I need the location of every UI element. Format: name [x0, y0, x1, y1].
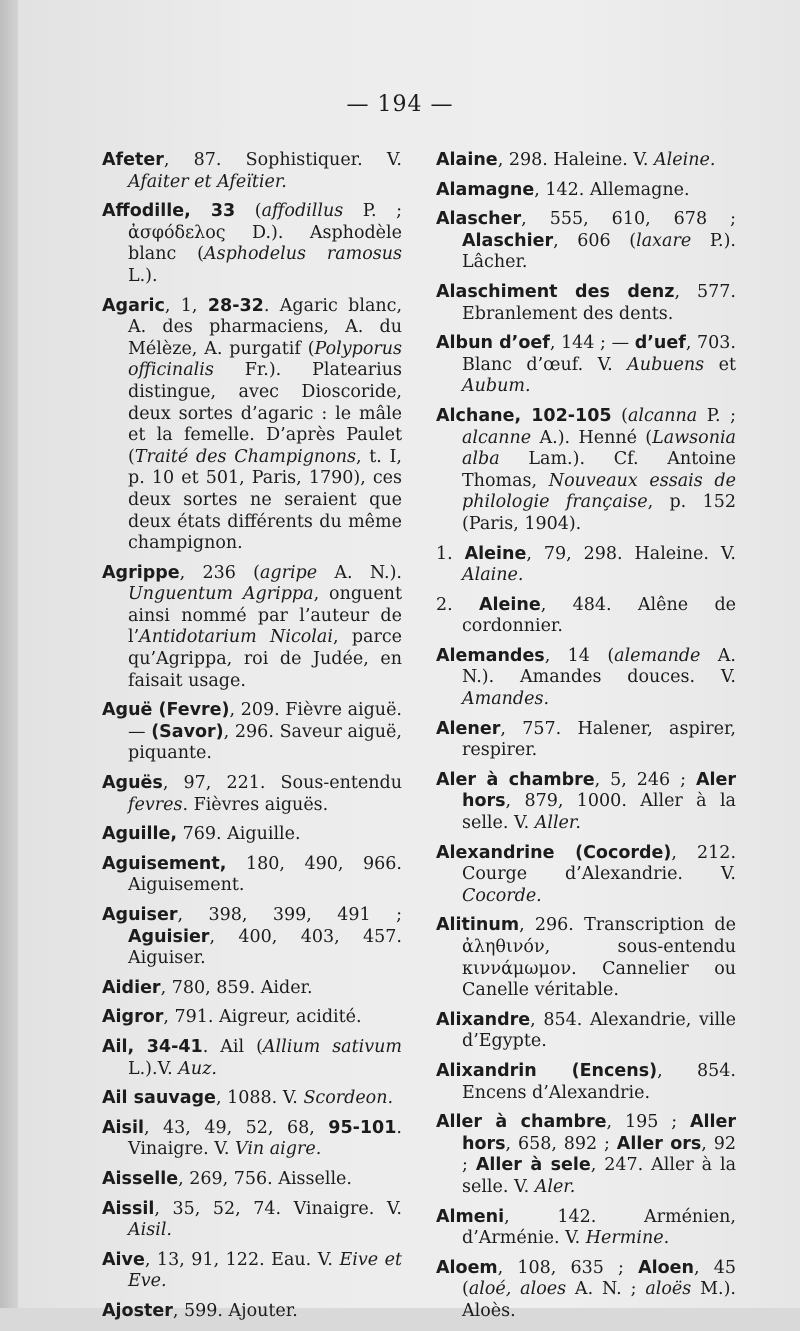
glossary-entry: Ajoster, 599. Ajouter. [102, 1300, 298, 1321]
left-column [102, 150, 402, 1331]
glossary-entry: Aguës, 97, 221. Sous-entendu fevres. Fièvres aiguës. [102, 773, 402, 815]
glossary-entry: Alitinum, 296. Transcription de ἀληθινόν, sous-entendu κιννάμωμον. Cannelier ou Canelle véritable. [436, 915, 736, 1001]
glossary-entry: Alascher, 555, 610, 678 ; Alaschier, 606 (laxare P.). Lâcher. [436, 209, 736, 273]
glossary-entry: Aive, 13, 91, 122. Eau. V. Eive et Eve. [102, 1249, 402, 1292]
glossary-entry: Aissil, 35, 52, 74. Vinaigre. V. Aisil. [102, 1198, 402, 1241]
glossary-entry: Alaschiment des denz, 577. Ebranlement des dents. [436, 281, 736, 324]
glossary-entry: Alener, 757. Halener, aspirer, respirer. [436, 718, 736, 761]
glossary-entry: Agrippe, 236 (agripe A. N.). Unguentum Agrippa, onguent ainsi nommé par l’auteur de l’Antidotarium Nicolai, parce qu’Agrippa, roi de Judée, en faisait usage. [102, 562, 402, 691]
glossary-entry: Aloem, 108, 635 ; Aloen, 45 (aloé, aloes A. N. ; aloës M.). Aloès. [436, 1257, 736, 1321]
glossary-entry: Aidier, 780, 859. Aider. [102, 977, 313, 998]
glossary-entry: Ail sauvage, 1088. V. Scordeon. [102, 1088, 394, 1109]
glossary-entry: Almeni, 142. Arménien, d’Arménie. V. Hermine. [436, 1206, 736, 1249]
glossary-entry: 2. Aleine, 484. Alêne de cordonnier. [436, 594, 736, 637]
page-spine-shadow [0, 0, 18, 1308]
glossary-entry: Affodille, 33 (affodillus P. ; ἀσφόδελος D.). Asphodèle blanc (Asphodelus ramosus L.). [102, 201, 402, 286]
page-number: — 194 — [346, 92, 454, 117]
glossary-entry: Alchane, 102-105 (alcanna P. ; alcanne A.). Henné (Lawsonia alba Lam.). Cf. Antoine Thomas, Nouveaux essais de philologie française, p. 152 (Paris, 1904). [436, 405, 736, 534]
glossary-entry: Alixandrin (Encens), 854. Encens d’Alexandrie. [436, 1060, 736, 1103]
glossary-entry: Aisil, 43, 49, 52, 68, 95-101. Vinaigre. V. Vin aigre. [102, 1117, 402, 1160]
glossary-entry: Aguisement, 180, 490, 966. Aiguisement. [102, 853, 402, 896]
glossary-entry: Aler à chambre, 5, 246 ; Aler hors, 879, 1000. Aller à la selle. V. Aller. [436, 769, 736, 834]
glossary-entry: Aguë (Fevre), 209. Fièvre aiguë. — (Savor), 296. Saveur aiguë, piquante. [102, 700, 402, 764]
glossary-entry: 1. Aleine, 79, 298. Haleine. V. Alaine. [436, 543, 736, 586]
glossary-entry: Alamagne, 142. Allemagne. [436, 179, 690, 200]
right-column [436, 150, 736, 1331]
glossary-entry: Afeter, 87. Sophistiquer. V. Afaiter et Afeïtier. [102, 150, 402, 192]
glossary-entry: Aigror, 791. Aigreur, acidité. [102, 1007, 362, 1028]
glossary-entry: Aller à chambre, 195 ; Aller hors, 658, 892 ; Aller ors, 92 ; Aller à sele, 247. Aller à la selle. V. Aler. [436, 1112, 737, 1197]
glossary-entry: Aguiser, 398, 399, 491 ; Aguisier, 400, 403, 457. Aiguiser. [102, 905, 402, 969]
glossary-entry: Alaine, 298. Haleine. V. Aleine. [436, 150, 716, 170]
glossary-entry: Alemandes, 14 (alemande A. N.). Amandes douces. V. Amandes. [436, 645, 736, 710]
glossary-entry: Agaric, 1, 28-32. Agaric blanc, A. des pharmaciens, A. du Mélèze, A. purgatif (Polyporus officinalis Fr.). Platearius distingue, avec Dioscoride, deux sortes d’agaric : le mâle et la femelle. D’après Paulet (Traité des Champignons, t. I, p. 10 et 501, Paris, 1790), ces deux sortes ne seraient que deux états différents du même champignon. [102, 295, 403, 554]
glossary-entry: Aisselle, 269, 756. Aisselle. [102, 1168, 352, 1189]
glossary-entry: Albun d’oef, 144 ; — d’uef, 703. Blanc d’œuf. V. Aubuens et Aubum. [436, 333, 736, 397]
glossary-entry: Aguille, 769. Aiguille. [102, 824, 301, 845]
glossary-entry: Ail, 34-41. Ail (Allium sativum L.).V. Auz. [102, 1036, 402, 1079]
glossary-entry: Alexandrine (Cocorde), 212. Courge d’Alexandrie. V. Cocorde. [436, 842, 737, 906]
glossary-entry: Alixandre, 854. Alexandrie, ville d’Egypte. [436, 1009, 736, 1052]
